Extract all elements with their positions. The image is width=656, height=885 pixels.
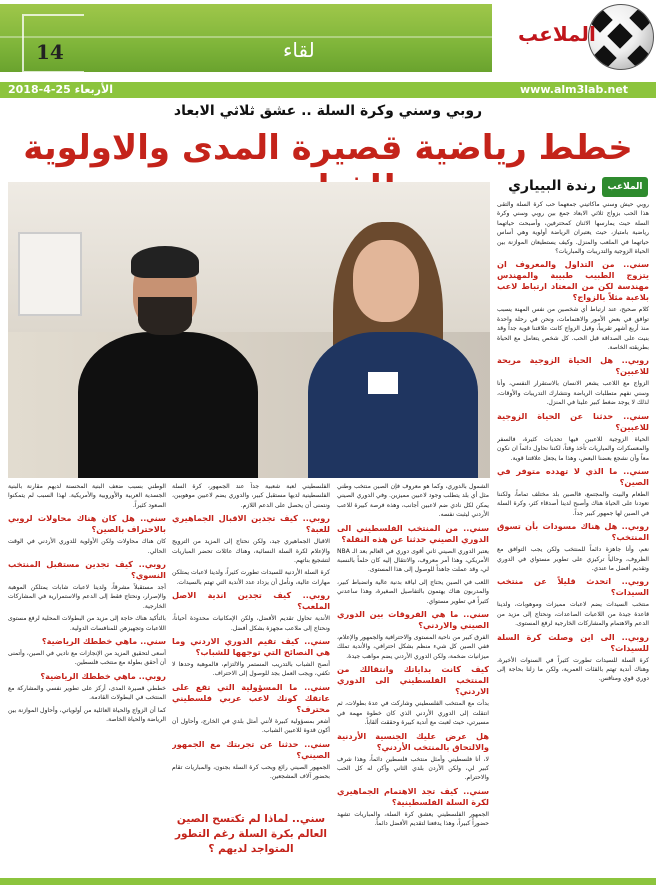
body-paragraph: بالتأكيد هناك حاجة إلى مزيد من البطولات المحلية لرفع مستوى اللاعبات وتجهيزهن للمنافسات الدولية. xyxy=(8,615,166,632)
body-paragraph: روبي حيش وسني ماكاتيني جمعهما حب كرة السلة والتقى هذا الحب بزواج ثلاثي الابعاد جمع بين روبي وسني وكرة السلة حيث يمارسها الاثنان كمحترفين، وأصبحت حياتهما رياضية بامتياز، حيث يعتبران الرياضة أولوية وهي أساس حياتهما في الملعب والمنزل. وكيف يستطيعان الموازنة بين الحياة الزوجية والتدريبات والمباريات؟ xyxy=(497,201,649,256)
body-paragraph: الطعام والبيت والمجتمع، فالصين بلد مختلف تماماً، ولكننا تعودنا على الحياة هناك وأصبح لدينا أصدقاء كثر، وكرة السلة في الصين لها جمهور كبير جداً. xyxy=(497,490,649,517)
soccer-ball-icon xyxy=(588,4,654,70)
question-heading: روبي.. ماهي خططك الرياضية؟ xyxy=(40,670,166,681)
question-heading: روبي.. كيف تجدين اندية الاصل الملعب؟ xyxy=(172,590,330,612)
body-paragraph: كان هناك محاولات ولكن الأولوية للدوري الأردني في الوقت الحالي. xyxy=(8,538,166,555)
body-paragraph: الشمول بالدوري، وكما هو معروف فإن الصين منتخب وطني مثل أي بلد يتطلب وجود لاعبين مميزين. وفي الدوري الصيني يمكن لكل نادي ضم لاعبين أجانب، وهذه فرصة كبيرة للاعب الأردني ليثبت نفسه. xyxy=(337,483,489,519)
byline xyxy=(498,176,648,198)
publication-logo xyxy=(508,4,654,70)
body-paragraph: الأندية تحاول تقديم الأفضل، ولكن الإمكانيات محدودة أحياناً، ونحتاج إلى ملاعب مجهزة بشكل أفضل. xyxy=(172,615,330,632)
author-name: رندة البيياري xyxy=(508,178,596,194)
body-paragraph: خططي قصيرة المدى، أركز على تطوير نفسي والمشاركة مع المنتخب في البطولات القادمة. xyxy=(8,684,166,702)
pull-quote: سني.. لماذا لم تكتسح الصين العالم بكرة السلة رغم التطور المتواجد لديهم ؟ xyxy=(174,813,327,855)
section-label: لقاء xyxy=(283,38,315,62)
question-heading: سني.. ما هي الفروقات بين الدوري الصيني والاردني؟ xyxy=(337,609,489,631)
question-heading: سني.. ماهي خططك الرياضية؟ xyxy=(41,636,166,647)
info-strip xyxy=(0,82,656,98)
body-paragraph: كما أن الزواج والحياة العائلية من أولوياتي، وأحاول الموازنة بين الرياضة والحياة الخاصة. xyxy=(8,706,166,724)
body-paragraph: كرة السلة الأردنية للسيدات تطورت كثيراً، ولدينا لاعبات يمتلكن مهارات عالية، ونأمل أن يزداد عدد الأندية التي تهتم بالسيدات. xyxy=(172,569,330,586)
body-paragraph: الفلسطيني لعبة شعبية جداً عند الجمهور، كرة السلة الفلسطينية لديها مستقبل كبير، والدوري يضم لاعبين موهوبين، ونتمنى أن يحصل على الدعم اللازم. xyxy=(172,483,330,509)
body-paragraph: أجد مستقبلاً مشرقاً، ولدينا لاعبات شابات يمتلكن الموهبة والإصرار، ونحتاج فقط إلى الدعم والاستمرارية في المشاركات الخارجية. xyxy=(8,584,166,610)
question-heading: روبي.. اتحدث قليلاً عن منتخب السيدات؟ xyxy=(497,576,649,598)
body-paragraph: لا، أنا فلسطيني وأمثل منتخب فلسطين دائماً، وهذا شرف كبير لي، ولكن الأردن بلدي الثاني وأكن له كل الحب والاحترام. xyxy=(337,755,489,782)
logo-text: الملاعب xyxy=(518,22,596,46)
article-headline: خطط رياضية قصيرة المدى والاولوية xyxy=(23,128,633,168)
website-url: www.alm3lab.net xyxy=(520,83,629,96)
body-paragraph: منتخب السيدات يضم لاعبات مميزات وموهوبات، ولدينا قاعدة جيدة من اللاعبات الصاعدات، ونحتاج إلى مزيد من الدعم والاهتمام والمشاركات الخارجية لرفع المستوى. xyxy=(497,601,649,628)
body-paragraph: نعم، وأنا جاهزة دائماً للمنتخب ولكن يجب التوافق مع الظروف، وحالياً تركيزي على تطوير مستواي في الدوري وتقديم أفضل ما عندي. xyxy=(497,546,649,572)
question-heading: روبي.. كيف تجدين مستقبل المنتخب النسوي؟ xyxy=(8,559,166,581)
question-heading: سني.. من المنتخب الفلسطيني الى الدوري الصيني حدثنا عن هذه النقلة؟ xyxy=(337,522,489,544)
article-kicker: روبي وسني وكرة السلة .. عشق ثلاثي الابعاد xyxy=(173,103,483,119)
column-3 xyxy=(172,482,330,808)
body-paragraph: الوطني بسبب ضعف البنية المحسنة لديهم مقارنة بالبنية الجسدية العربية والأوروبية والأمريكية. لهذا السبب لم يتمكنوا الصعود كثيراً. xyxy=(8,483,166,509)
question-heading: سني.. هل كان هناك محاولات لروبي بالاحتراف بالصين؟ xyxy=(8,513,166,535)
question-heading: سني.. من التداول والمعروف ان يتزوج الطبيب طبيبة والمهندس مهندسة لكن من المعتاد ارتباط لاعب بلاعبة مثلاً بالزواج؟ xyxy=(497,259,649,303)
body-paragraph: كرة السلة للسيدات تطورت كثيراً في السنوات الأخيرة، وهناك أندية تهتم بالفئات العمرية، ولكن ما زلنا بحاجة إلى دوري قوي ومنافس. xyxy=(497,656,649,683)
question-heading: سني.. كيف تقيم الدوري الاردني وما هي النصائح التي توجهها للشباب؟ xyxy=(172,636,330,658)
body-paragraph: الجمهور الصيني رائع ويحب كرة السلة بجنون، والمباريات تقام بحضور آلاف المشجعين. xyxy=(172,763,330,781)
footer-strip xyxy=(0,878,656,885)
question-heading: سني.. كيف تجد الاهتمام الجماهيري لكرة السلة الفلسطينية؟ xyxy=(337,785,489,807)
body-paragraph: أسعى لتحقيق المزيد من الإنجازات مع ناديي في الصين، وأتمنى أن أحقق بطولة مع منتخب فلسطين. xyxy=(8,650,166,667)
question-heading: سني.. حدثنا عن تجربتك مع الجمهور الصيني؟ xyxy=(172,738,330,760)
question-heading: روبي.. الى اين وصلت كرة السلة للسيدات؟ xyxy=(497,631,649,653)
body-paragraph: بدأت مع المنتخب الفلسطيني وشاركت في عدة بطولات، ثم انتقلت إلى الدوري الأردني الذي كان خطوة مهمة في مسيرتي، حيث لعبت مع أندية كبيرة وحققت ألقاباً. xyxy=(337,700,489,727)
body-paragraph: الاقبال الجماهيري جيد، ولكن نحتاج إلى المزيد من الترويج والإعلام لكرة السلة النسائية، وهناك عائلات تحضر المباريات لتشجيع بناتهم. xyxy=(172,538,330,565)
question-heading: روبي.. كيف تجدين الاقبال الجماهيري للعبة؟ xyxy=(172,513,330,535)
question-heading: سني.. ما المسؤولية التي تقع على عاتقك كونك لاعب عربي فلسطيني محترف؟ xyxy=(172,681,330,714)
body-paragraph: الزواج مع اللاعب يشعر الانسان بالاستقرار النفسي، وأنا وسني نفهم متطلبات الرياضة ونتشارك التدريبات والأوقات، لذلك لا يوجد ضغط كبير علينا في المنزل. xyxy=(497,380,649,407)
question-heading: سني.. ما الذي لا تهدده متوفر في الصين؟ xyxy=(497,465,649,487)
woman-figure xyxy=(308,222,478,478)
author-badge: الملاعب xyxy=(602,177,648,197)
body-paragraph: كلام صحيح، عند ارتباط أي شخصين من نفس المهنة يسبب توافق في بعض الأمور والاهتمامات، ونحن في رحلة واحدة منذ أربع أشهر تقريباً، وقبل الزواج كانت علاقتنا قوية جداً وقد بنيت على الصداقة قبل الحب. كل شخص يتعامل مع الحياة بطريقته الخاصة. xyxy=(497,306,649,352)
question-heading: هل عرض عليك الجنسية الأردنية والالتحاق بالمنتخب الأردني؟ xyxy=(337,730,489,752)
page-number: 14 xyxy=(36,40,64,64)
body-paragraph: اللعب في الصين يحتاج إلى لياقة بدنية عالية وانضباط كبير، والمدربون هناك يهتمون بالتفاصيل الصغيرة، وهذا ساعدني كثيراً في تطوير مستواي. xyxy=(337,578,489,605)
body-paragraph: أشعر بمسؤولية كبيرة لأنني أمثل بلدي في الخارج، وأحاول أن أكون قدوة للاعبين الشباب. xyxy=(172,717,330,735)
column-4 xyxy=(8,482,166,876)
body-paragraph: الحياة الزوجية للاعبين فيها تحديات كثيرة، فالسفر والمعسكرات والمباريات تأخذ وقتاً، لكننا نحاول دائماً ان نكون معاً وأن نشجع بعضنا البعض، وهذا ما يجعل علاقتنا قوية. xyxy=(497,435,649,462)
column-2 xyxy=(337,482,489,876)
masthead xyxy=(0,0,656,82)
question-heading: سني.. حدثنا عن الحياة الزوجية للاعبين؟ xyxy=(497,410,649,432)
body-paragraph: الجمهور الفلسطيني يعشق كرة السلة، والمباريات تشهد حضوراً كبيراً، وهذا يدفعنا لتقديم الأفضل دائماً. xyxy=(337,810,489,828)
question-heading: روبي.. هل هناك مسودات بأن تسوق المنتخب؟ xyxy=(497,521,649,543)
body-paragraph: يعتبر الدوري الصيني ثاني أقوى دوري في العالم بعد الـ NBA الأمريكي، وهذا أمر معروف، والانتقال إليه كان حلماً بالنسبة لي، وقد عملت جاهداً للوصول إلى هذا المستوى. xyxy=(337,547,489,574)
man-figure xyxy=(68,242,258,478)
body-paragraph: أنصح الشباب بالتدريب المستمر والالتزام، فالموهبة وحدها لا تكفي، ويجب العمل بجد للوصول إلى الاحتراف. xyxy=(172,661,330,678)
issue-date: الأربعاء 25-4-2018 xyxy=(8,83,113,96)
question-heading: روبي.. هل الحياة الزوجية مريحة للاعبين؟ xyxy=(497,355,649,377)
body-paragraph: الفرق كبير من ناحية المستوى والاحترافية والجمهور والإعلام، ففي الصين كل شيء منظم بشكل احترافي، والأندية تملك ميزانيات ضخمة، ولكن الدوري الأردني يضم مواهب جيدة. xyxy=(337,634,489,660)
football-field-banner xyxy=(0,4,492,72)
question-heading: كيف كانت بداياتك وانتقالك من المنتخب الفلسطيني الى الدوري الاردني؟ xyxy=(337,664,489,697)
interview-photo xyxy=(8,182,490,478)
column-1 xyxy=(497,200,649,876)
